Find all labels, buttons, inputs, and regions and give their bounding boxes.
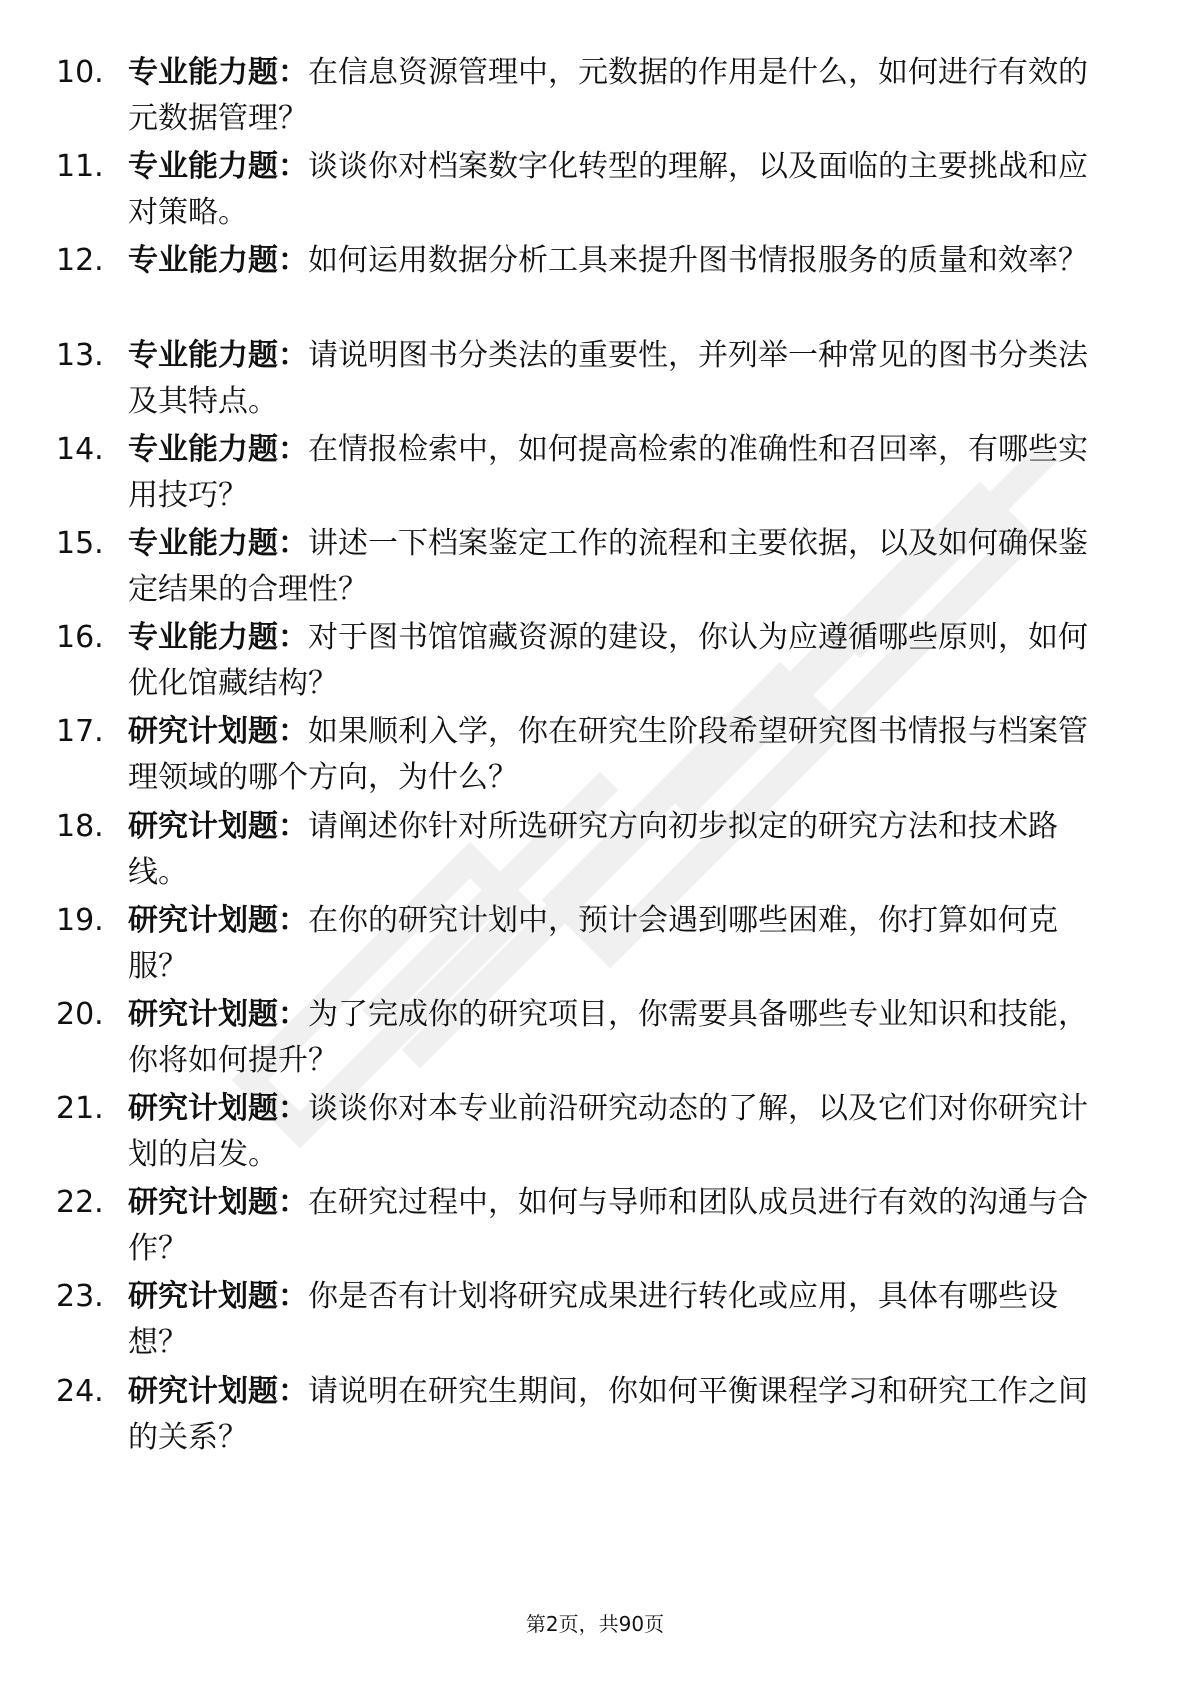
question-item <box>56 521 1096 615</box>
question-number: 15. <box>56 525 104 561</box>
question-text <box>128 50 1113 142</box>
question-item <box>56 992 1096 1086</box>
question-category: 研究计划题： <box>128 1373 308 1409</box>
question-text <box>128 804 1113 896</box>
question-category: 专业能力题： <box>128 525 308 561</box>
question-item <box>56 427 1096 521</box>
question-number: 10. <box>56 55 104 90</box>
question-text <box>128 144 1113 236</box>
question-category: 研究计划题： <box>128 1091 308 1127</box>
question-category: 专业能力题： <box>128 620 308 656</box>
question-number: 12. <box>56 243 104 279</box>
page-footer: 第2页，共90页 <box>525 1612 665 1636</box>
question-body: 在情报检索中，如何提高检索的准确性和召回率，有哪些实用技巧？ <box>128 431 1088 513</box>
question-item <box>56 1274 1096 1368</box>
question-item <box>56 1369 1096 1463</box>
question-category: 研究计划题： <box>128 1185 308 1221</box>
question-body: 在研究过程中，如何与导师和团队成员进行有效的沟通与合作？ <box>128 1185 1088 1267</box>
question-body: 你是否有计划将研究成果进行转化或应用，具体有哪些设想？ <box>128 1279 1058 1361</box>
question-category: 专业能力题： <box>128 243 308 279</box>
question-category: 专业能力题： <box>128 55 308 90</box>
question-number: 23. <box>56 1279 104 1315</box>
question-number: 22. <box>56 1185 104 1221</box>
question-body: 谈谈你对档案数字化转型的理解，以及面临的主要挑战和应对策略。 <box>128 149 1088 231</box>
question-text <box>128 238 1113 284</box>
question-text <box>128 709 1113 801</box>
question-item <box>56 898 1096 992</box>
question-category: 研究计划题： <box>128 808 308 844</box>
question-category: 研究计划题： <box>128 1279 308 1315</box>
question-number: 17. <box>56 714 104 750</box>
question-number: 11. <box>56 149 104 185</box>
question-body: 在信息资源管理中，元数据的作用是什么，如何进行有效的元数据管理？ <box>128 55 1088 136</box>
question-category: 专业能力题： <box>128 149 308 185</box>
question-item <box>56 333 1096 427</box>
question-item <box>56 50 1096 144</box>
question-list <box>56 50 1096 1463</box>
question-category: 研究计划题： <box>128 996 308 1032</box>
question-item <box>56 144 1096 238</box>
question-text <box>128 1274 1113 1366</box>
question-body: 如果顺利入学，你在研究生阶段希望研究图书情报与档案管理领域的哪个方向，为什么？ <box>128 714 1088 796</box>
question-body: 在你的研究计划中，预计会遇到哪些困难，你打算如何克服？ <box>128 902 1058 984</box>
question-item <box>56 615 1096 709</box>
question-text <box>128 898 1113 990</box>
question-text <box>128 1180 1113 1272</box>
question-item <box>56 238 1096 332</box>
question-item <box>56 804 1096 898</box>
question-category: 专业能力题： <box>128 337 308 373</box>
question-category: 研究计划题： <box>128 714 308 750</box>
question-number: 20. <box>56 996 104 1032</box>
question-number: 21. <box>56 1091 104 1127</box>
question-item <box>56 1180 1096 1274</box>
question-number: 19. <box>56 902 104 938</box>
question-number: 18. <box>56 808 104 844</box>
question-text <box>128 615 1113 707</box>
question-body: 谈谈你对本专业前沿研究动态的了解，以及它们对你研究计划的启发。 <box>128 1091 1088 1173</box>
question-body: 请说明图书分类法的重要性，并列举一种常见的图书分类法及其特点。 <box>128 337 1088 419</box>
question-number: 16. <box>56 620 104 656</box>
question-body: 请阐述你针对所选研究方向初步拟定的研究方法和技术路线。 <box>128 808 1058 890</box>
question-item <box>56 709 1096 803</box>
question-text <box>128 1369 1113 1461</box>
question-body: 请说明在研究生期间，你如何平衡课程学习和研究工作之间的关系？ <box>128 1373 1088 1455</box>
question-number: 14. <box>56 431 104 467</box>
question-body: 为了完成你的研究项目，你需要具备哪些专业知识和技能，你将如何提升？ <box>128 996 1088 1078</box>
question-text <box>128 992 1113 1084</box>
question-body: 如何运用数据分析工具来提升图书情报服务的质量和效率？ <box>308 243 1088 279</box>
question-text <box>128 521 1113 613</box>
question-number: 24. <box>56 1373 104 1409</box>
question-category: 专业能力题： <box>128 431 308 467</box>
question-number: 13. <box>56 337 104 373</box>
question-category: 研究计划题： <box>128 902 308 938</box>
question-item <box>56 1086 1096 1180</box>
question-text <box>128 333 1113 425</box>
question-text <box>128 427 1113 519</box>
question-body: 讲述一下档案鉴定工作的流程和主要依据，以及如何确保鉴定结果的合理性？ <box>128 525 1088 607</box>
question-text <box>128 1086 1113 1178</box>
question-body: 对于图书馆馆藏资源的建设，你认为应遵循哪些原则，如何优化馆藏结构？ <box>128 620 1088 702</box>
